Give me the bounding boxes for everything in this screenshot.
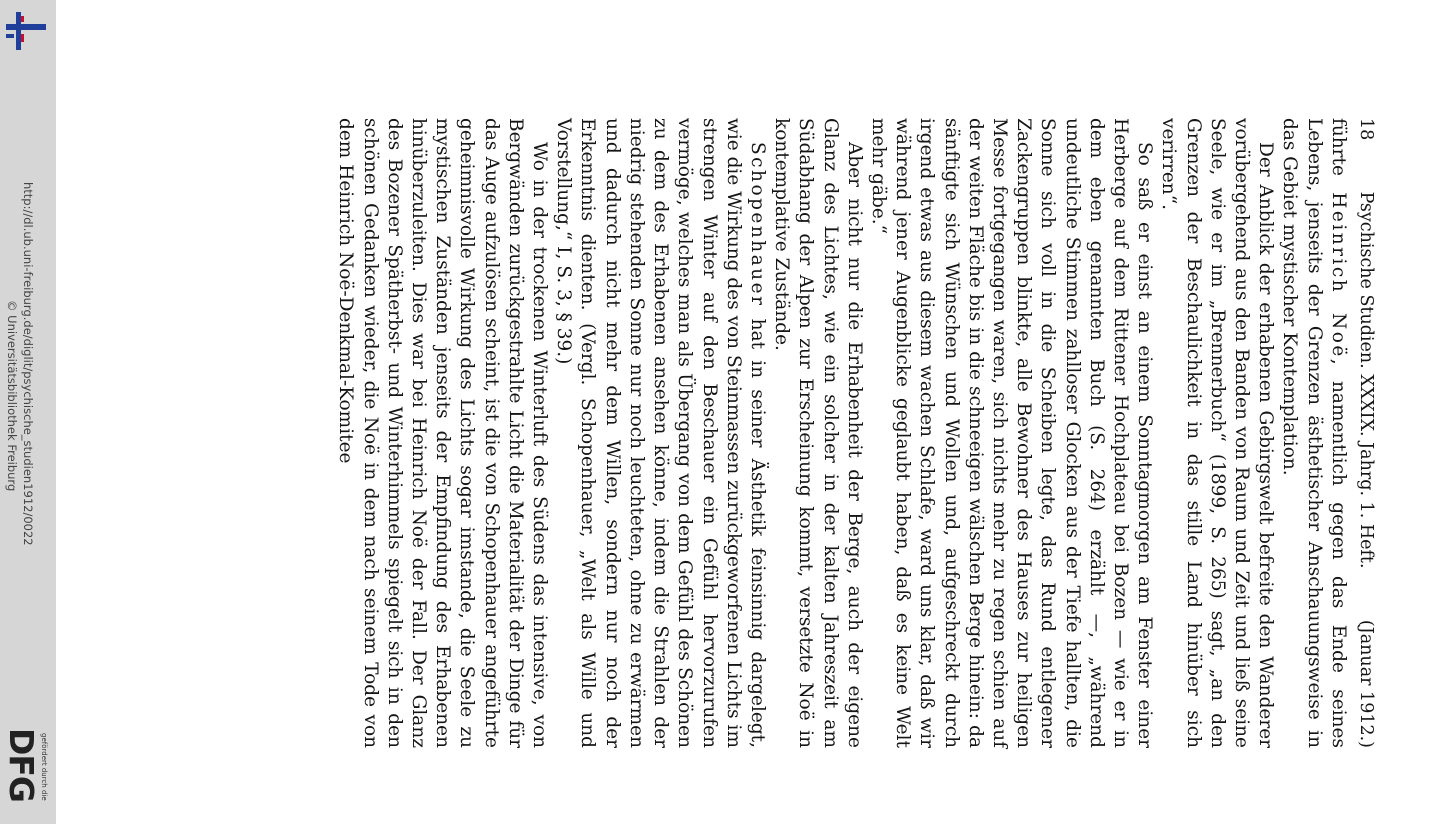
dfg-logo: DFG (2, 728, 41, 803)
dfg-funding-caption: gefördert durch die (40, 733, 48, 801)
issue-date: (Januar 1912.) (1356, 619, 1376, 748)
paragraph-5: Schopenhauer hat in seiner Ästhetik feinsinnig dargelegt, wie die Wirkung des von Steinmassen zurückgeworfenen Lichts im strengen Winter auf den Beschauer ein Gefühl hervorzurufen vermöge, welches man als Übergang von dem Gefühl des Schönen zu dem des Erhabenen ansehen könne, indem die Strahlen der niedrig stehenden Sonne nur noch leuchteten, ohne zu erwärmen und dadurch nicht mehr dem Willen, sondern nur noch der Erkenntnis dienten. (Vergl. Schopenhauer, „Welt als Wille und Vorstellung,“ I, S. 3, § 39.) (553, 118, 768, 748)
page-number: 18 (1356, 118, 1376, 141)
paragraph-1: führte Heinrich Noë, namentlich gegen das Ende seines Lebens, jenseits der Grenzen ästhetischer Anschauungsweise in das Gebiet mystischer Kontemplation. (1279, 118, 1349, 748)
page-header (1354, 118, 1378, 748)
paragraph-4: Aber nicht nur die Erhabenheit der Berge, auch der eigene Glanz des Lichtes, wie ein solcher in der kalten Jahreszeit am Südabhang der Alpen zur Erscheinung kommt, versetzte Noë in kontemplative Zustände. (771, 118, 865, 748)
scanned-page (228, 118, 1378, 748)
paragraph-6: Wo in der trockenen Winterluft des Südens das intensive, von Bergwänden zurückgestrahlte Licht die Materialität der Dinge für das Auge aufzulösen scheint, ist die von Schopenhauer angeführte geheimnisvolle Wirkung des Lichts sogar imstande, die Seele zu mystischen Zuständen jenseits der Empfindung des Erhabenen hinüberzuleiten. Dies war bei Heinrich Noë der Fall. Der Glanz des Bozener Spätherbst- und Winterhimmels spiegelt sich in den schönen Gedanken wieder, die Noë in dem nach seinem Tode von dem Heinrich Noë-Denkmal-Komitee (335, 118, 551, 748)
ub-freiburg-logo-icon[interactable] (4, 8, 48, 54)
spaced-name: Schopenhauer (746, 142, 768, 308)
source-url[interactable]: http://dl.ub.uni-freiburg.de/diglit/psychische_studien1912/0022 (21, 182, 35, 546)
running-title: Psychische Studien. XXXIX. Jahrg. 1. Heft. (1356, 191, 1376, 569)
viewer-sidebar (0, 0, 56, 824)
paragraph-3: So saß er einst an einem Sonntagmorgen am Fenster einer Herberge auf dem Rittener Hochplateau bei Bozen — wie er in dem eben genannten Buch (S. 264) erzählt —, „während undeutliche Stimmen zahlloser Glocken aus der Tiefe hallten, die Sonne sich voll in die Scheiben legte, das Rund entlegener Zackengruppen blinkte, alle Bewohner des Hauses zur heiligen Messe fortgegangen waren, sich nichts mehr zu regen schien auf der weiten Fläche bis in die schneeigen wälschen Berge hinein: da sänftigte sich Wünschen und Wollen und, aufgeschreckt durch irgend etwas aus diesem wachen Schlafe, ward uns klar, daß wir während jener Augenblicke geglaubt haben, daß es keine Welt mehr gäbe.“ (867, 118, 1156, 748)
copyright-notice: © Universitätsbibliothek Freiburg (5, 300, 19, 492)
spaced-name: Heinrich Noë (1327, 192, 1349, 359)
paragraph-2: Der Anblick der erhabenen Gebirgswelt befreite den Wanderer vorübergehend aus den Banden von Raum und Zeit und ließ seine Seele, wie er im „Brennerbuch“ (1899, S. 265) sagt, „an den Grenzen der Beschaulichkeit in das stille Land hinüber sich verirren“. (1158, 118, 1277, 748)
